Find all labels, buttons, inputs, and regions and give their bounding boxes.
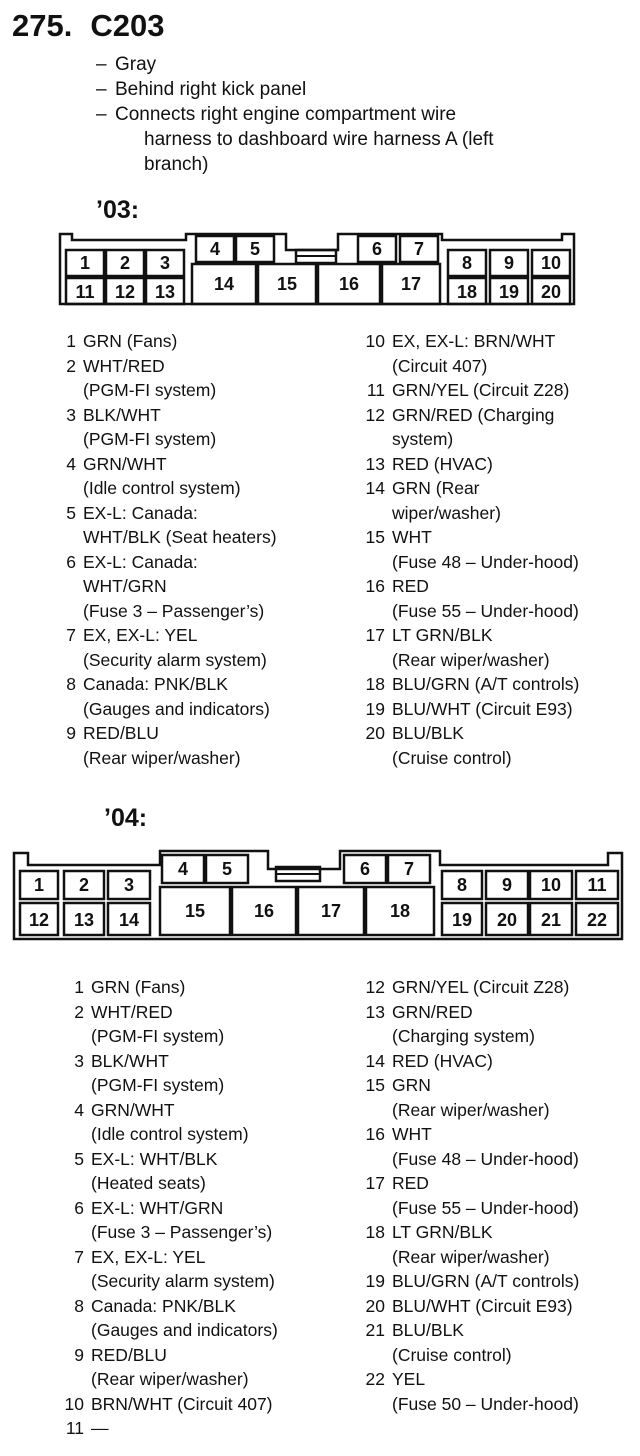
cavity-number: 12: [28, 910, 50, 930]
description-line: – Behind right kick panel: [96, 79, 307, 100]
cavity-number: 2: [119, 253, 131, 273]
description-line: harness to dashboard wire harness A (left: [144, 129, 494, 150]
cavity-number: 15: [184, 901, 206, 921]
pin-entry: 8 Canada: PNK/BLK (Gauges and indicators): [74, 1295, 278, 1340]
description-line: – Connects right engine compartment wire: [96, 104, 457, 125]
pin-entry: 19 BLU/GRN (A/T controls): [365, 1271, 580, 1291]
cavity-number: 4: [209, 239, 221, 259]
pin-entry: 9 RED/BLU (Rear wiper/washer): [74, 1344, 249, 1389]
pin-entry: 9 RED/BLU (Rear wiper/washer): [66, 723, 241, 768]
cavity-number: 9: [501, 875, 513, 895]
pin-entry: 6 EX-L: Canada: WHT/GRN (Fuse 3 – Passenger’s): [66, 551, 265, 621]
cavity-number: 19: [451, 910, 473, 930]
pin-entry: 20 BLU/WHT (Circuit E93): [365, 1295, 573, 1316]
cavity-number: 10: [540, 875, 562, 895]
pin-entry: 5 EX-L: WHT/BLK (Heated seats): [74, 1148, 218, 1193]
cavity-number: 17: [400, 274, 422, 294]
pin-entry: 1 GRN (Fans): [66, 331, 178, 351]
pin-entry: 7 EX, EX-L: YEL (Security alarm system): [66, 625, 267, 670]
pin-entry: 13 GRN/RED (Charging system): [365, 1001, 535, 1046]
cavity-number: 9: [503, 253, 515, 273]
cavity-number: 18: [389, 901, 411, 921]
cavity-number: 3: [159, 253, 171, 273]
cavity-number: 18: [456, 282, 478, 302]
pin-entry: 10 BRN/WHT (Circuit 407): [64, 1393, 273, 1414]
pin-list-right-04: [355, 975, 579, 1416]
pin-list-right-03: [355, 329, 579, 770]
pin-entry: 15 WHT (Fuse 48 – Under-hood): [365, 527, 579, 572]
cavity-number: 19: [498, 282, 520, 302]
description-line: – Gray: [96, 54, 157, 75]
pin-entry: 14 RED (HVAC): [365, 1050, 493, 1071]
pin-entry: 18 LT GRN/BLK (Rear wiper/washer): [365, 1222, 550, 1267]
pin-entry: 4 GRN/WHT (Idle control system): [66, 453, 241, 498]
pin-list-left-03: [46, 329, 277, 770]
cavity-number: 8: [461, 253, 473, 273]
section-label-03: ’03:: [96, 196, 140, 224]
cavity-number: 5: [249, 239, 261, 259]
cavity-number: 21: [540, 910, 562, 930]
pin-entry: 4 GRN/WHT (Idle control system): [74, 1099, 249, 1144]
pin-entry: 19 BLU/WHT (Circuit E93): [365, 698, 573, 719]
cavity-number: 1: [79, 253, 91, 273]
pin-entry: 3 BLK/WHT (PGM-FI system): [74, 1050, 225, 1095]
connector-title: [12, 8, 164, 44]
pin-entry: 11 GRN/YEL (Circuit Z28): [366, 380, 570, 400]
pin-entry: 21 BLU/BLK (Cruise control): [365, 1320, 512, 1365]
pin-entry: 12 GRN/YEL (Circuit Z28): [365, 977, 570, 997]
pin-entry: 10 EX, EX-L: BRN/WHT (Circuit 407): [365, 331, 556, 376]
cavity-number: 14: [118, 910, 140, 930]
cavity-number: 14: [213, 274, 235, 294]
cavity-number: 11: [75, 282, 95, 302]
pin-entry: 15 GRN (Rear wiper/washer): [365, 1075, 550, 1120]
connector-number: 275.: [12, 8, 73, 43]
cavity-number: 17: [320, 901, 342, 921]
pin-entry: 5 EX-L: Canada: WHT/BLK (Seat heaters): [66, 502, 277, 547]
cavity-number: 3: [123, 875, 135, 895]
cavity-number: 6: [359, 859, 371, 879]
pin-entry: 16 RED (Fuse 55 – Under-hood): [365, 576, 579, 621]
cavity-number: 15: [276, 274, 298, 294]
pin-entry: 16 WHT (Fuse 48 – Under-hood): [365, 1124, 579, 1169]
pin-entry: 18 BLU/GRN (A/T controls): [365, 674, 580, 694]
description-line: branch): [144, 154, 209, 175]
cavity-number: 20: [496, 910, 518, 930]
connector-description: [96, 52, 494, 177]
cavity-number: 10: [540, 253, 562, 273]
pin-list-left-04: [54, 975, 278, 1441]
section-label-04: ’04:: [104, 804, 148, 832]
pin-entry: 2 WHT/RED (PGM-FI system): [74, 1001, 225, 1046]
cavity-number: 7: [403, 859, 415, 879]
pin-entry: 1 GRN (Fans): [74, 977, 186, 997]
cavity-number: 4: [177, 859, 189, 879]
cavity-number: 1: [33, 875, 45, 895]
cavity-number: 20: [540, 282, 562, 302]
pin-entry: 17 LT GRN/BLK (Rear wiper/washer): [365, 625, 550, 670]
pin-entry: 17 RED (Fuse 55 – Under-hood): [365, 1173, 579, 1218]
cavity-number: 12: [114, 282, 136, 302]
connector-id: C203: [90, 8, 165, 43]
pin-entry: 12 GRN/RED (Charging system): [365, 404, 555, 449]
cavity-number: 22: [586, 910, 608, 930]
pin-entry: 11 —: [65, 1418, 109, 1438]
cavity-number: 11: [587, 875, 607, 895]
pin-entry: 6 EX-L: WHT/GRN (Fuse 3 – Passenger’s): [74, 1197, 273, 1242]
connector-face-04: [0, 849, 640, 945]
pin-entry: 7 EX, EX-L: YEL (Security alarm system): [74, 1246, 275, 1291]
pin-entry: 13 RED (HVAC): [365, 453, 493, 474]
pin-entry: 20 BLU/BLK (Cruise control): [365, 723, 512, 768]
cavity-number: 7: [413, 239, 425, 259]
cavity-number: 8: [456, 875, 468, 895]
cavity-number: 6: [371, 239, 383, 259]
pin-entry: 14 GRN (Rear wiper/washer): [365, 478, 501, 523]
cavity-number: 13: [154, 282, 176, 302]
cavity-number: 2: [78, 875, 90, 895]
cavity-number: 13: [73, 910, 95, 930]
pin-entry: 22 YEL (Fuse 50 – Under-hood): [365, 1369, 579, 1414]
pin-entry: 3 BLK/WHT (PGM-FI system): [66, 404, 217, 449]
cavity-number: 5: [221, 859, 233, 879]
pin-entry: 8 Canada: PNK/BLK (Gauges and indicators): [66, 674, 270, 719]
pin-entry: 2 WHT/RED (PGM-FI system): [66, 355, 217, 400]
cavity-number: 16: [253, 901, 275, 921]
connector-face-03: [0, 232, 640, 314]
cavity-number: 16: [338, 274, 360, 294]
